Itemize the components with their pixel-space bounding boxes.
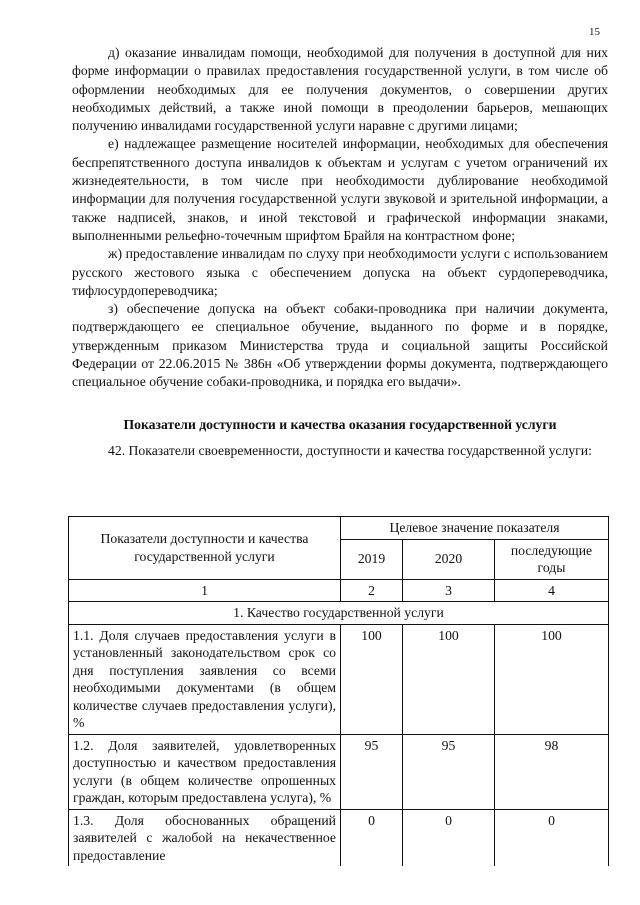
year-next: последующие годы xyxy=(495,539,609,579)
row-value-next: 100 xyxy=(495,624,609,734)
header-indicator: Показатели доступности и качества государственной услуги xyxy=(69,517,341,580)
row-value-next: 98 xyxy=(495,734,609,809)
table-header-row xyxy=(69,517,609,540)
row-value-2019: 100 xyxy=(341,624,403,734)
year-2019: 2019 xyxy=(341,539,403,579)
row-value-2020: 100 xyxy=(403,624,495,734)
row-value-next: 0 xyxy=(495,809,609,866)
table-section-row xyxy=(69,602,609,625)
row-label: 1.3. Доля обоснованных обращений заявителей с жалобой на некачественное предоставление xyxy=(69,809,341,866)
column-number: 1 xyxy=(69,579,341,602)
section-heading: Показатели доступности и качества оказания государственной услуги xyxy=(123,416,557,432)
row-value-2019: 0 xyxy=(341,809,403,866)
paragraph-d: д) оказание инвалидам помощи, необходимой для получения в доступной для них форме информации о правилах предоставления государственной услуги, в том числе об оформлении необходимых для ее получения документов, о совершении других необходимых действий, а также иной помощи в преодолении барьеров, мешающих получению инвалидами государственной услуги наравне с другими лицами; xyxy=(72,45,608,134)
indicators-table xyxy=(68,516,609,866)
paragraph-e: е) надлежащее размещение носителей информации, необходимых для обеспечения беспрепятственного доступа инвалидов к объектам и услугам с учетом ограничений их жизнедеятельности, в том числе при необходимости дублирование необходимой информации для получения государственной услуги звуковой и зрительной информации, а также надписей, знаков, и иной текстовой и графической информации знаками, выполненными рельефно-точечным шрифтом Брайля на контрастном фоне; xyxy=(72,136,608,243)
table-row xyxy=(69,809,609,866)
document-body xyxy=(72,44,608,460)
paragraph-zh: ж) предоставление инвалидам по слуху при необходимости услуги с использованием русского жестового языка с обеспечением допуска на объект сурдопереводчика, тифлосурдопереводчика; xyxy=(72,246,608,298)
row-value-2019: 95 xyxy=(341,734,403,809)
table-row xyxy=(69,624,609,734)
year-2020: 2020 xyxy=(403,539,495,579)
table-row xyxy=(69,734,609,809)
header-target: Целевое значение показателя xyxy=(341,517,609,540)
paragraph-z: з) обеспечение допуска на объект собаки-проводника при наличии документа, подтверждающего ее специальное обучение, выданного по форме и в порядке, утвержденным приказом Министерства труда и социальной защиты Российской Федерации от 22.06.2015 № 386н «Об утверждении формы документа, подтверждающего специальное обучение собаки-проводника, и порядка его выдачи». xyxy=(72,301,608,390)
item-42: 42. Показатели своевременности, доступности и качества государственной услуги: xyxy=(108,442,592,458)
row-label: 1.1. Доля случаев предоставления услуги в установленный законодательством срок со дня поступления заявления со всеми необходимыми документами (в общем количестве случаев предоставления услуги), % xyxy=(69,624,341,734)
page-number: 15 xyxy=(589,26,600,38)
row-label: 1.2. Доля заявителей, удовлетворенных доступностью и качеством предоставления услуги (в общем количестве опрошенных граждан, которым предоставлена услуга), % xyxy=(69,734,341,809)
column-number: 4 xyxy=(495,579,609,602)
table-section-title: 1. Качество государственной услуги xyxy=(69,602,609,625)
column-number: 2 xyxy=(341,579,403,602)
row-value-2020: 0 xyxy=(403,809,495,866)
table-column-numbers-row xyxy=(69,579,609,602)
row-value-2020: 95 xyxy=(403,734,495,809)
column-number: 3 xyxy=(403,579,495,602)
